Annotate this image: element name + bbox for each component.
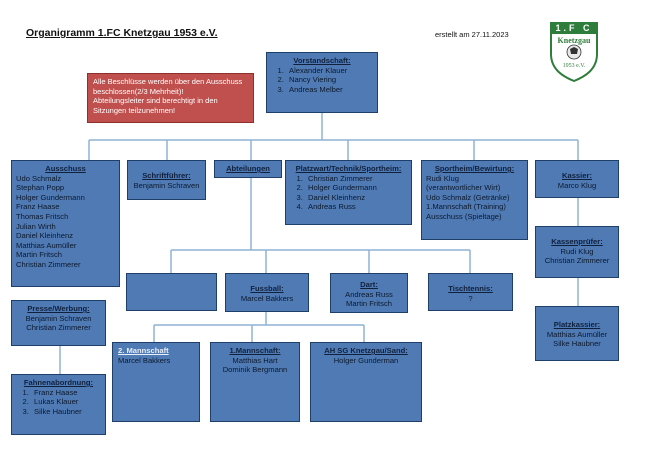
erste-member: Dominik Bergmann: [222, 365, 288, 375]
vorstand-member: 2. Nancy Viering: [286, 75, 373, 85]
schrift-box: [127, 160, 206, 200]
platzwart-member: 1. Christian Zimmerer: [305, 174, 407, 184]
fussball-member: Marcel Bakkers: [240, 293, 294, 303]
kassier-title: Kassier:: [562, 171, 592, 180]
zweite-title: 2. Mannschaft: [118, 346, 169, 355]
dart-member: Martin Fritsch: [346, 299, 392, 309]
vorstand-box: [266, 52, 378, 113]
ausschuss-member: Franz Haase: [16, 202, 60, 212]
zweite-member: Marcel Bakkers: [118, 355, 171, 365]
ausschuss-member: Martin Fritsch: [16, 250, 62, 260]
platzkassier-member: Matthias Aumüller: [546, 329, 608, 339]
sportheim-title: Sportheim/Bewirtung:: [434, 164, 515, 173]
note-line: Alle Beschlüsse werden über den Ausschuss: [93, 77, 243, 86]
ausschuss-title: Ausschuss: [45, 164, 86, 173]
fahnen-member: 3. Silke Haubner: [31, 407, 101, 417]
empty-department-box: [126, 273, 217, 311]
erste-box: [210, 342, 300, 422]
tischtennis-box: [428, 273, 513, 311]
kassenpruefer-member: Rudi Klug: [560, 246, 594, 256]
schrift-member: Benjamin Schraven: [133, 180, 200, 190]
fussball-box: [225, 273, 309, 312]
platzwart-member: 4. Andreas Russ: [305, 202, 407, 212]
platzkassier-title: Platzkassier:: [553, 320, 601, 329]
ausschuss-member: Christian Zimmerer: [16, 259, 81, 269]
club-logo: [548, 20, 600, 82]
ah-member: Holger Gunderman: [333, 355, 399, 365]
tischtennis-member: ?: [468, 293, 473, 303]
abteilungen-title: Abteilungen: [226, 164, 270, 173]
ausschuss-member: Udo Schmalz: [16, 173, 62, 183]
sportheim-line: 1.Mannschaft (Training): [426, 202, 506, 212]
note-line: Abteilungsleiter sind berechtigt in den: [93, 96, 218, 106]
zweite-box: [112, 342, 200, 422]
ausschuss-member: Matthias Aumüller: [16, 240, 77, 250]
presse-box: [11, 300, 106, 346]
note-line: beschlossen(2/3 Mehrheit)!: [93, 86, 184, 96]
dart-member: Andreas Russ: [345, 289, 393, 299]
kassier-member: Marco Klug: [557, 180, 597, 190]
sportheim-line: Rudi Klug: [426, 173, 459, 183]
sportheim-line: (verantwortlicher Wirt): [426, 183, 501, 193]
erste-title: 1.Mannschaft:: [229, 346, 281, 355]
page-title: Organigramm 1.FC Knetzgau 1953 e.V.: [26, 27, 218, 39]
fussball-title: Fussball:: [250, 284, 284, 293]
kassenpruefer-member: Christian Zimmerer: [544, 256, 610, 266]
sportheim-line: Ausschuss (Spieltage): [426, 211, 502, 221]
platzwart-member: 3. Daniel Kleinhenz: [305, 193, 407, 203]
logo-year: 1953 e.V.: [562, 63, 586, 69]
platzkassier-box: [535, 306, 619, 361]
platzkassier-member: Silke Haubner: [553, 339, 601, 349]
kassier-box: [535, 160, 619, 198]
presse-member: Benjamin Schraven: [25, 313, 92, 323]
dart-title: Dart:: [360, 280, 378, 289]
created-date: erstellt am 27.11.2023: [435, 30, 509, 39]
ausschuss-box: [11, 160, 120, 287]
erste-member: Matthias Hart: [232, 355, 278, 365]
platzwart-box: [285, 160, 412, 225]
ah-box: [310, 342, 422, 422]
dart-box: [330, 273, 408, 313]
ausschuss-member: Julian Wirth: [16, 221, 56, 231]
ausschuss-member: Daniel Kleinhenz: [16, 231, 73, 241]
vorstand-title: Vorstandschaft:: [293, 56, 351, 65]
ausschuss-member: Thomas Fritsch: [16, 211, 69, 221]
platzwart-title: Platzwart/Technik/Sportheim:: [295, 164, 402, 173]
ah-title: AH SG Knetzgau/Sand:: [324, 346, 408, 355]
kassenpruefer-title: Kassenprüfer:: [551, 237, 603, 246]
kassenpruefer-box: [535, 226, 619, 278]
fahnen-box: [11, 374, 106, 435]
note-line: Sitzungen teilzunehmen!: [93, 105, 176, 115]
vorstand-member: 1. Alexander Klauer: [286, 66, 373, 76]
fahnen-title: Fahnenabordnung:: [23, 378, 94, 387]
abteilungen-box: [214, 160, 282, 178]
vorstand-member: 3. Andreas Melber: [286, 85, 373, 95]
ausschuss-member: Stephan Popp: [16, 183, 65, 193]
tischtennis-title: Tischtennis:: [448, 284, 493, 293]
fahnen-member: 2. Lukas Klauer: [31, 397, 101, 407]
logo-name: Knetzgau: [557, 36, 591, 45]
platzwart-member: 2. Holger Gundermann: [305, 183, 407, 193]
presse-member: Christian Zimmerer: [26, 323, 91, 333]
schrift-title: Schriftführer:: [142, 171, 191, 180]
ausschuss-member: Holger Gundermann: [16, 192, 85, 202]
sportheim-box: [421, 160, 528, 240]
presse-title: Presse/Werbung:: [27, 304, 90, 313]
rules-note: [87, 73, 254, 123]
logo-top: 1.F C: [555, 23, 593, 33]
fahnen-member: 1. Franz Haase: [31, 388, 101, 398]
sportheim-line: Udo Schmalz (Getränke): [426, 192, 510, 202]
